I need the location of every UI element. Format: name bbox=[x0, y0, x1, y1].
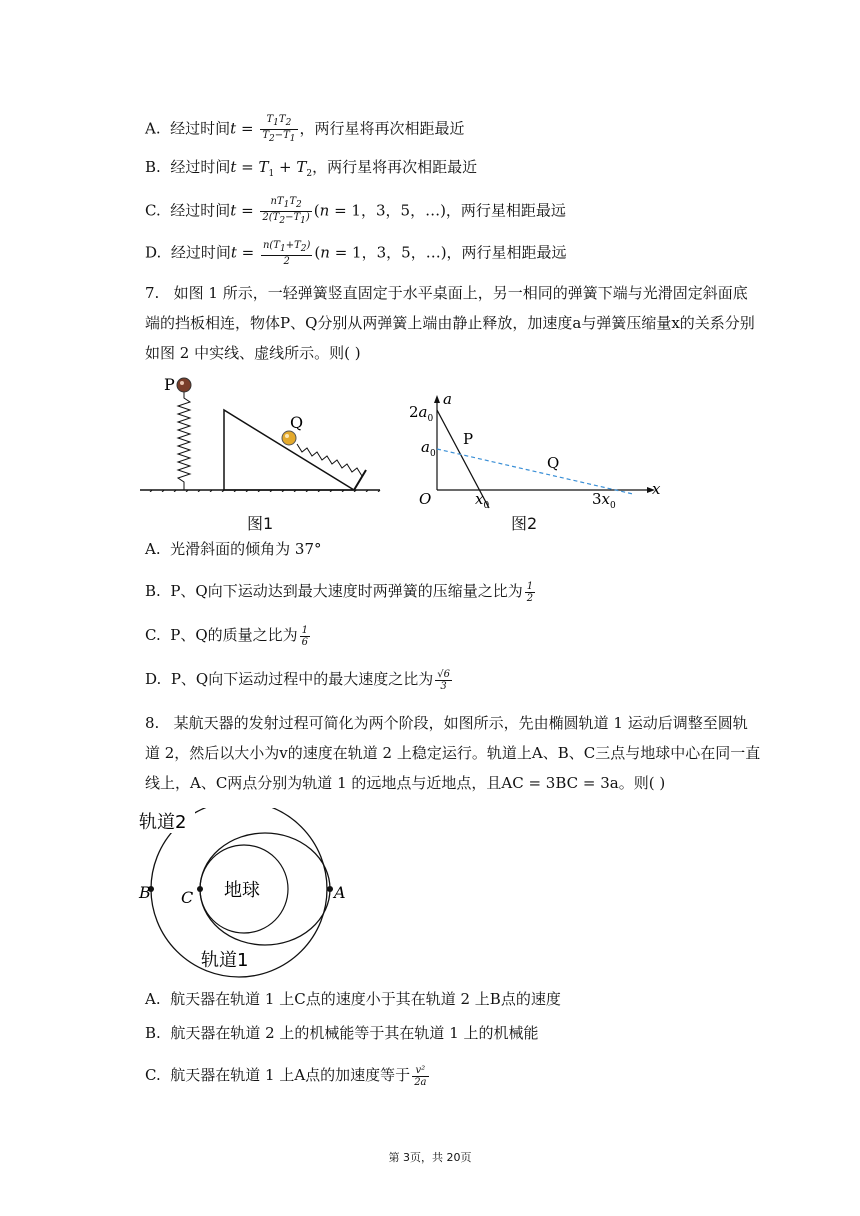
fig1-label-q: Q bbox=[290, 413, 304, 432]
origin-label: O bbox=[419, 490, 432, 508]
q7-option-a: A. 光滑斜面的倾角为 37° bbox=[145, 540, 322, 558]
q7-option-b: B. P、Q向下运动达到最大速度时两弹簧的压缩量之比为 $\frac{1}{2}$ bbox=[145, 580, 534, 604]
svg-text:A: A bbox=[334, 883, 346, 902]
q7-figure-1 bbox=[140, 372, 385, 492]
earth-label: 地球 bbox=[224, 880, 260, 901]
incline-spring bbox=[297, 444, 362, 476]
axis-x-label: x bbox=[652, 480, 661, 498]
ball-q bbox=[282, 431, 296, 445]
svg-text:C: C bbox=[181, 888, 194, 907]
tick-3x0: $3x_0$ bbox=[592, 490, 616, 510]
q6-option-a: A. 经过时间t = $\frac{T_1T_2}{T_2-T_1}$ ，两行星将再次相距最近 bbox=[145, 114, 465, 144]
axis-a-label: a bbox=[443, 390, 452, 408]
q7-option-c: C. P、Q的质量之比为 $\frac{1}{6}$ bbox=[145, 624, 309, 648]
svg-text:B: B bbox=[139, 883, 151, 902]
tick-a0: $a_0$ bbox=[421, 438, 436, 459]
q7-figure-2 bbox=[405, 390, 670, 510]
q8-stem: 8. 某航天器的发射过程可简化为两个阶段，如图所示，先由椭圆轨道 1 运动后调整至圆轨 道 2，然后以大小为v的速度在轨道 2 上稳定运行。轨道上A、B、C三点与地球中心在同一直 线上，A、C两点分别为轨道 1 的远地点与近地点，且AC = 3BC = 3a。则( ) bbox=[145, 714, 761, 792]
ball-p bbox=[177, 378, 191, 392]
fig2-label-p: P bbox=[463, 430, 474, 448]
fig1-label-p: P bbox=[164, 375, 175, 394]
point-a bbox=[327, 886, 333, 892]
fig2-label-q: Q bbox=[547, 454, 560, 472]
point-c bbox=[197, 886, 203, 892]
line-q bbox=[437, 449, 633, 494]
orbit-2-label: 轨道2 bbox=[139, 812, 187, 833]
tick-2a0: $2a_0$ bbox=[409, 403, 434, 424]
tick-x0: $x_0$ bbox=[475, 490, 490, 510]
q8-option-a: A. 航天器在轨道 1 上C点的速度小于其在轨道 2 上B点的速度 bbox=[145, 990, 561, 1008]
q6-option-c: C. 经过时间t = $\frac{nT_1T_2}{2(T_2-T_1)}$ (n = 1，3，5，…)，两行星相距最远 bbox=[145, 196, 566, 226]
q7-stem: 7. 如图 1 所示，一轻弹簧竖直固定于水平桌面上，另一相同的弹簧下端与光滑固定斜面底 端的挡板相连，物体P、Q分别从两弹簧上端由静止释放，加速度a与弹簧压缩量x的关系分别 如图 2 中实线、虚线所示。则( ) bbox=[145, 284, 755, 362]
vertical-spring bbox=[178, 392, 190, 490]
orbit-1-label: 轨道1 bbox=[201, 950, 249, 971]
q8-option-c: C. 航天器在轨道 1 上A点的加速度等于 $\frac{\text{v²}}{2a}$ bbox=[145, 1064, 427, 1088]
fig2-caption: 图2 bbox=[511, 514, 538, 533]
q6-option-d: D. 经过时间t = $\frac{n(T_1+T_2)}{2}$ (n = 1，3，5，…)，两行星相距最远 bbox=[145, 240, 567, 267]
incline bbox=[224, 410, 354, 490]
q6-option-b: B. 经过时间$t = T_1 + T_2$，两行星将再次相距最近 bbox=[145, 158, 478, 179]
fig1-caption: 图1 bbox=[247, 514, 274, 533]
page-footer: 第 3页，共 20页 bbox=[388, 1151, 472, 1164]
q7-option-d: D. P、Q向下运动过程中的最大速度之比为 $\frac{√6}{3}$ bbox=[145, 668, 450, 692]
q8-orbit-figure bbox=[135, 808, 365, 978]
q8-option-b: B. 航天器在轨道 2 上的机械能等于其在轨道 1 上的机械能 bbox=[145, 1024, 539, 1042]
